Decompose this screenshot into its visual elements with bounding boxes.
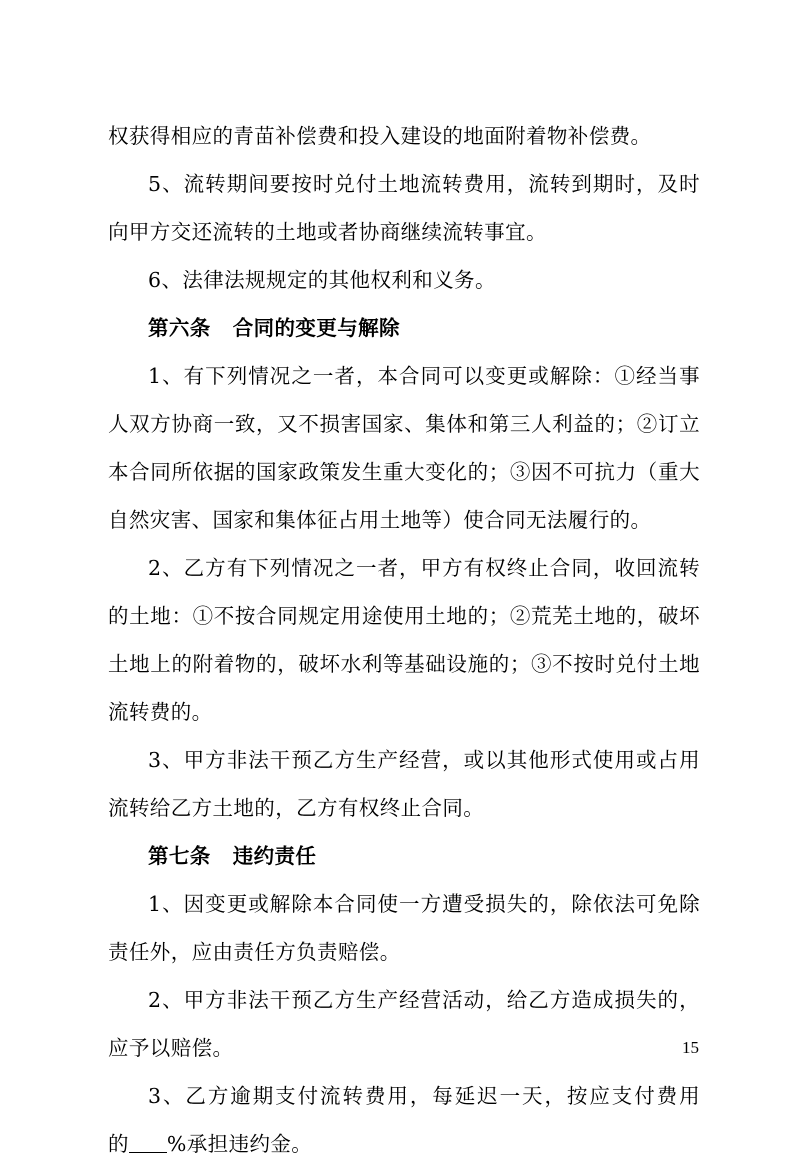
article-6-heading <box>148 308 700 348</box>
article-number: 第六条 <box>148 316 211 340</box>
paragraph-line: 责任外，应由责任方负责赔偿。 <box>108 940 401 964</box>
paragraph-line: 的土地：①不按合同规定用途使用土地的；②荒芜土地的，破坏 <box>108 604 700 628</box>
paragraph-line: 2、甲方非法干预乙方生产经营活动，给乙方造成损失的， <box>148 988 700 1012</box>
paragraph-line: 流转给乙方土地的，乙方有权终止合同。 <box>108 796 485 820</box>
paragraph-line-with-blank: 的 %承担违约金。 <box>108 1132 313 1156</box>
paragraph-line: 6、法律法规规定的其他权利和义务。 <box>148 268 496 292</box>
paragraph-line: 权获得相应的青苗补偿费和投入建设的地面附着物补偿费。 <box>108 124 652 148</box>
fill-in-blank <box>129 1136 167 1153</box>
paragraph-line: 向甲方交还流转的土地或者协商继续流转事宜。 <box>108 220 547 244</box>
paragraph-line: 土地上的附着物的，破坏水利等基础设施的；③不按时兑付土地 <box>108 652 700 676</box>
paragraph-line: 自然灾害、国家和集体征占用土地等）使合同无法履行的。 <box>108 508 652 532</box>
paragraph-line: 3、甲方非法干预乙方生产经营，或以其他形式使用或占用 <box>148 748 700 772</box>
paragraph-line: 5、流转期间要按时兑付土地流转费用，流转到期时，及时 <box>148 172 700 196</box>
paragraph-line: 3、乙方逾期支付流转费用，每延迟一天，按应支付费用 <box>148 1084 700 1108</box>
paragraph-line: 2、乙方有下列情况之一者，甲方有权终止合同，收回流转 <box>148 556 700 580</box>
paragraph-line: 1、有下列情况之一者，本合同可以变更或解除：①经当事 <box>148 364 700 388</box>
paragraph-line: 流转费的。 <box>108 700 213 724</box>
article-title: 合同的变更与解除 <box>232 316 400 340</box>
page-number: 15 <box>682 1038 699 1057</box>
article-title: 违约责任 <box>232 844 317 868</box>
article-number: 第七条 <box>148 844 211 868</box>
paragraph-line: 人双方协商一致，又不损害国家、集体和第三人利益的；②订立 <box>108 412 700 436</box>
article-7-heading <box>148 836 700 876</box>
paragraph-line: 本合同所依据的国家政策发生重大变化的；③因不可抗力（重大 <box>108 460 700 484</box>
paragraph-line: 1、因变更或解除本合同使一方遭受损失的，除依法可免除 <box>148 892 700 916</box>
paragraph-line: 应予以赔偿。 <box>108 1036 234 1060</box>
